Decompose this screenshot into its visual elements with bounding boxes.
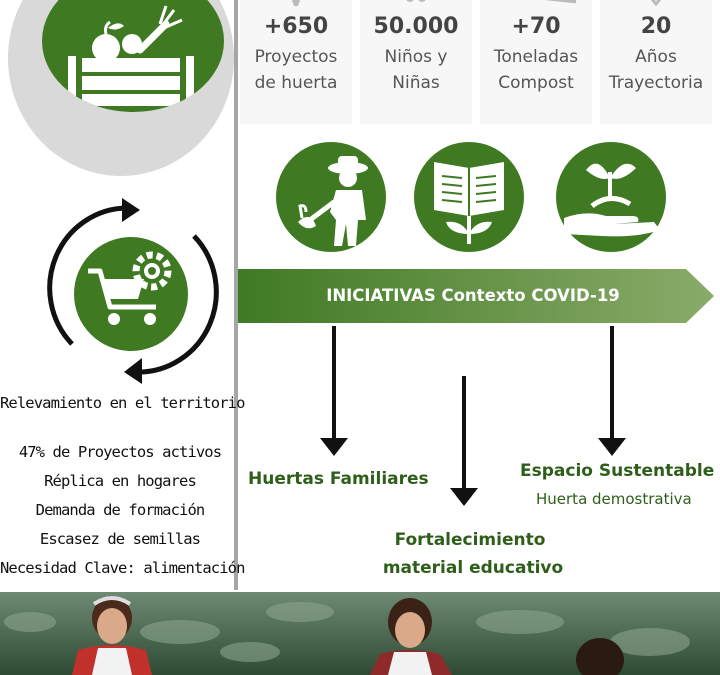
initiative-huertas-familiares: Huertas Familiares (248, 469, 429, 489)
survey-item-active: 47% de Proyectos activos (18, 443, 222, 461)
initiative-material-educativo: material educativo (382, 558, 564, 578)
award-icon (644, 0, 668, 6)
initiative-fortalecimiento: Fortalecimiento (394, 530, 546, 550)
garden-photo (0, 592, 720, 675)
arrow-down-icon (318, 326, 350, 458)
gardener-badge (276, 142, 386, 252)
stat-label: Toneladas Compost (493, 47, 579, 93)
initiative-espacio-sustentable: Espacio Sustentable (520, 461, 715, 481)
stat-label: Niños y Niñas (384, 47, 448, 93)
shopping-cart-gear-icon (74, 237, 188, 351)
map-icon (284, 0, 308, 6)
stat-number: 50.000 (373, 14, 459, 39)
stat-number: +70 (511, 14, 561, 39)
survey-item-replica: Réplica en hogares (44, 472, 196, 490)
hand-sprout-icon (556, 142, 666, 252)
survey-item-demanda: Demanda de formación (35, 501, 205, 519)
book-badge (414, 142, 524, 252)
arrow-down-icon (448, 376, 480, 508)
survey-item-necesidad: Necesidad Clave: alimentación (0, 559, 245, 577)
banner-label: INICIATIVAS Contexto COVID-19 (326, 286, 620, 305)
initiative-espacio-subtitle: Huerta demostrativa (536, 490, 692, 508)
cart-badge (74, 237, 188, 351)
left-edge (0, 0, 8, 200)
truck-icon (516, 0, 576, 6)
stat-label: Proyectos de huerta (254, 47, 338, 93)
stat-ninos (360, 0, 472, 124)
stat-number: 20 (640, 14, 672, 39)
stat-number: +650 (263, 14, 329, 39)
gardener-icon (276, 142, 386, 252)
survey-item-semillas: Escasez de semillas (39, 530, 201, 548)
book-plant-icon (414, 142, 524, 252)
children-icon (404, 0, 428, 6)
stat-toneladas (480, 0, 592, 124)
hand-badge (556, 142, 666, 252)
survey-heading: Relevamiento en el territorio (0, 394, 245, 412)
stat-proyectos (240, 0, 352, 124)
stat-label: Años Trayectoria (608, 47, 704, 93)
arrow-down-icon (596, 326, 628, 458)
stat-anos (600, 0, 712, 124)
